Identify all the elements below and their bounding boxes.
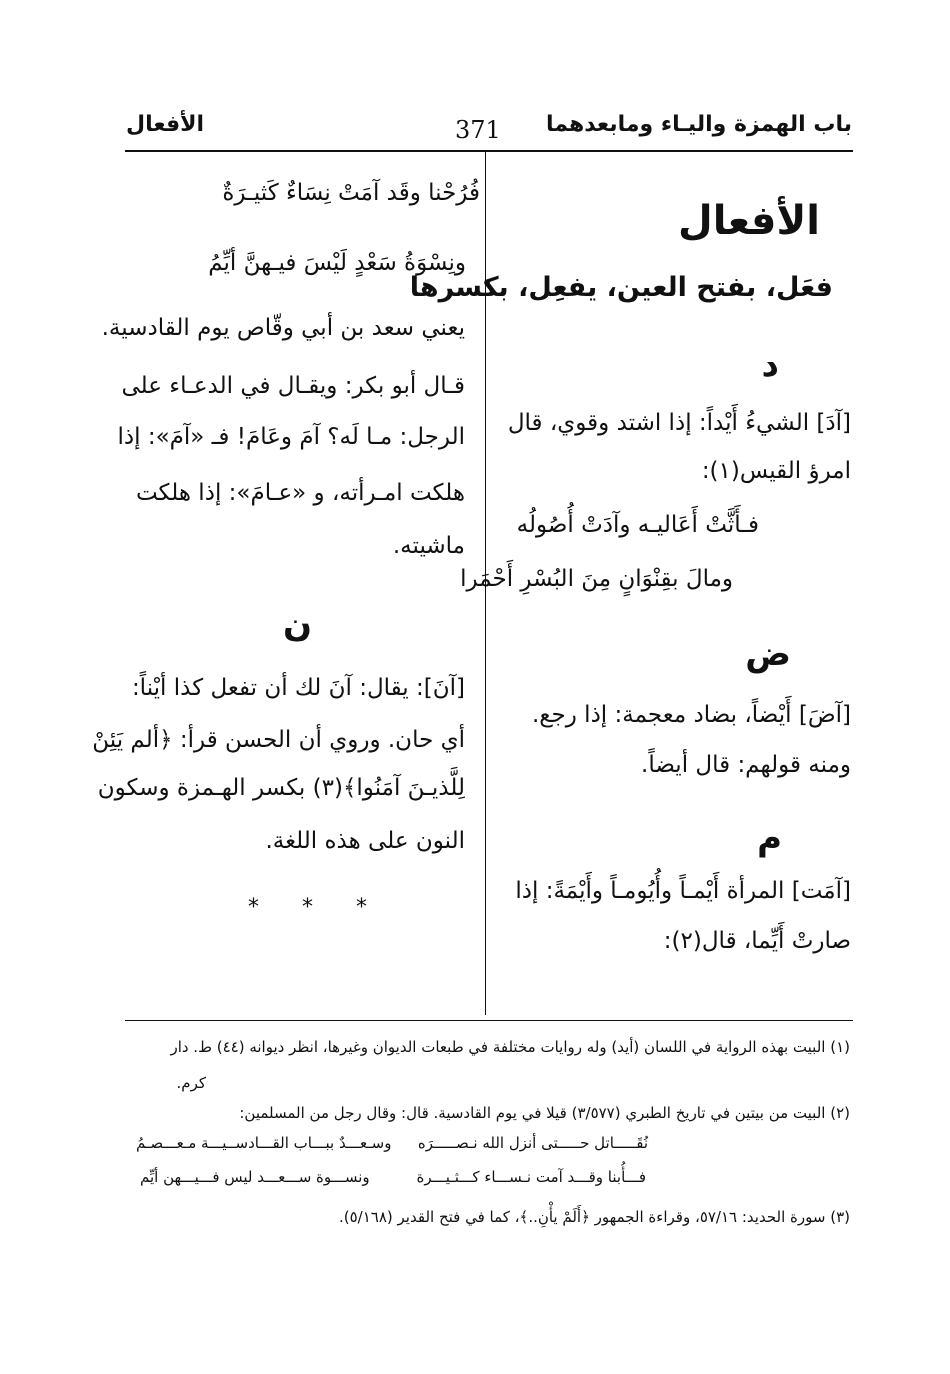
entry-line: [آضَ] أَيْضاً، بضاد معجمة: إذا رجع. bbox=[531, 702, 851, 728]
entry-line: أي حان. وروي أن الحسن قرأ: ﴿ألم يَئِنْ bbox=[92, 727, 465, 753]
footnote-2-verse-2-left: ونســـوة ســـعـــد ليس فـــيـــهن أيِّم bbox=[140, 1168, 370, 1186]
entry-line: ماشيته. bbox=[392, 533, 465, 559]
footnote-2: (٢) البيت من بيتين في تاريخ الطبري (٣/٥٧٧) قيلا في يوم القادسية. قال: وقال رجل من المسلمين: bbox=[239, 1104, 850, 1122]
entry-line: الرجل: مـا لَه؟ آمَ وعَامَ! فـ «آمَ»: إذا bbox=[117, 424, 465, 450]
section-title: الأفعال bbox=[678, 198, 820, 244]
entry-line: صارتْ أَيِّما، قال(٢): bbox=[663, 928, 851, 954]
verse-line: ومالَ بقِنْوَانٍ مِنَ البُسْرِ أَحْمَرا bbox=[460, 566, 733, 592]
letter-heading-nun: ن bbox=[282, 605, 312, 645]
footnote-rule bbox=[125, 1020, 853, 1021]
entry-line: [آمَت] المرأة أَيْمـاً وأُيُومـاً وأَيْمَةً: إذا bbox=[515, 878, 851, 904]
running-header-right: باب الهمزة واليـاء ومابعدهما bbox=[545, 112, 852, 137]
entry-line: هلكت امـرأته، و «عـامَ»: إذا هلكت bbox=[135, 480, 465, 506]
verse-line: ونِسْوَةُ سَعْدٍ لَيْسَ فيـهنَّ أيِّمُ bbox=[208, 250, 466, 276]
entry-line: قـال أبو بكر: ويقـال في الدعـاء على bbox=[121, 373, 465, 399]
header-rule bbox=[125, 150, 853, 152]
section-subtitle: فعَل، بفتح العين، يفعِل، بكسرها bbox=[409, 272, 833, 303]
entry-line: [آنَ]: يقال: آنَ لك أن تفعل كذا أيْناً: bbox=[131, 675, 465, 701]
footnote-2-verse-1-left: وسـعـــدٌ ببـــاب القـــادســيـــة مـعـــصـمُ bbox=[136, 1134, 392, 1152]
page-number: 371 bbox=[455, 116, 501, 144]
entry-line: لِلَّذيـنَ آمَنُوا﴾(٣) بكسر الهـمزة وسكون bbox=[97, 775, 465, 801]
letter-heading-dal: د bbox=[761, 345, 779, 385]
section-end-stars: * * * bbox=[248, 895, 385, 920]
letter-heading-mim: م bbox=[757, 818, 782, 858]
letter-heading-dad: ض bbox=[745, 634, 791, 674]
entry-line: [آدَ] الشيءُ أَيْداً: إذا اشتد وقوي، قال bbox=[507, 410, 851, 436]
footnote-2-verse-1-right: نُقَـــــاتل حـــــتى أنزل الله نـصـــــرَه bbox=[417, 1134, 648, 1152]
entry-line: يعني سعد بن أبي وقّاص يوم القادسية. bbox=[101, 315, 465, 341]
running-header-left: الأفعال bbox=[126, 112, 205, 137]
footnote-2-verse-2-right: فـــأُبنا وقـــد آمت نـســـاء كـــثـيـــرة bbox=[416, 1168, 646, 1186]
footnote-1: (١) البيت بهذه الرواية في اللسان (أيد) وله روايات مختلفة في طبعات الديوان وغيرها، انظر ديوانه (٤٤) ط. دار bbox=[170, 1038, 850, 1056]
verse-line: فُرُحْنا وقَد آمَتْ نِسَاءٌ كَثيـرَةٌ bbox=[222, 180, 480, 206]
entry-line: النون على هذه اللغة. bbox=[265, 828, 465, 854]
entry-line: امرؤ القيس(١): bbox=[701, 458, 851, 484]
footnote-3: (٣) سورة الحديد: ٥٧/١٦، وقراءة الجمهور ﴿أَلَمْ يأْنِ..﴾، كما في فتح القدير (٥/١٦٨). bbox=[339, 1208, 850, 1226]
footnote-1-continued: كرم. bbox=[176, 1074, 206, 1092]
verse-line: فـأَثَّتْ أَعَاليـه وآدَتْ أُصُولُه bbox=[516, 512, 759, 538]
entry-line: ومنه قولهم: قال أيضاً. bbox=[641, 752, 851, 778]
